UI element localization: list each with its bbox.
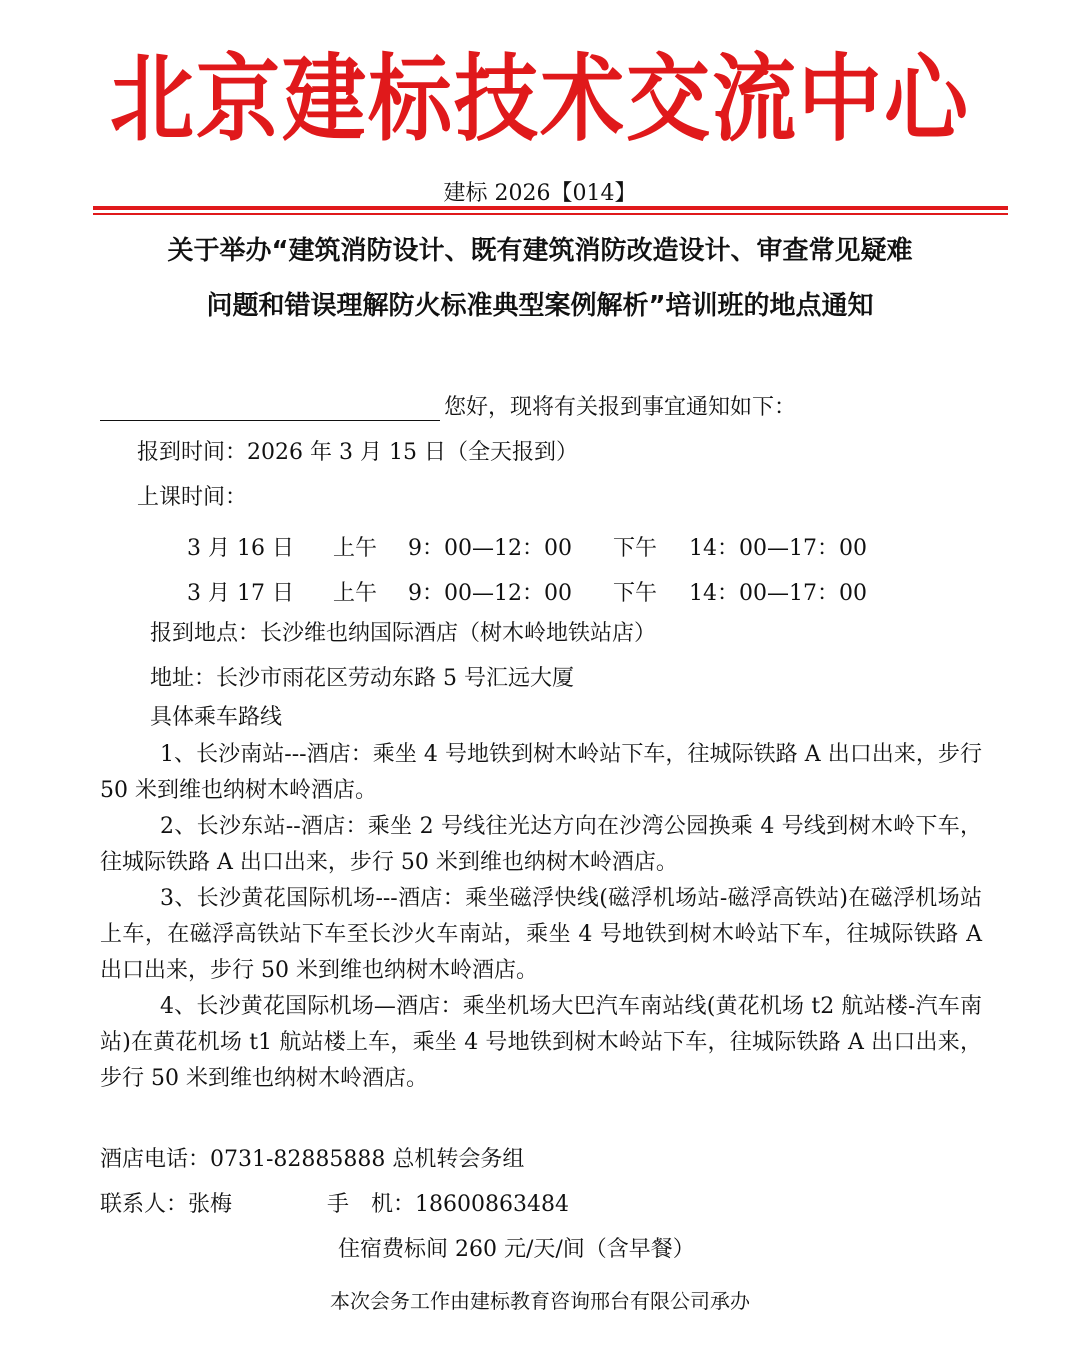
contact-mobile: 手 机：18600863484 (327, 1192, 569, 1217)
address: 地址：长沙市雨花区劳动东路 5 号汇远大厦 (150, 666, 574, 691)
organization-title: 北京建标技术交流中心 (109, 44, 970, 154)
register-place: 报到地点：长沙维也纳国际酒店（树木岭地铁站店） (150, 621, 657, 646)
schedule-am-time: 9：00—12：00 (408, 581, 572, 606)
greeting-text: 您好，现将有关报到事宜通知如下： (444, 395, 797, 420)
organizer-note: 本次会务工作由建标教育咨询邢台有限公司承办 (330, 1289, 750, 1313)
notice-title-line-2: 问题和错误理解防火标准典型案例解析”培训班的地点通知 (206, 291, 874, 321)
route-item: 1、长沙南站---酒店：乘坐 4 号地铁到树木岭站下车，往城际铁路 A 出口出来，步行 50 米到维也纳树木岭酒店。 (100, 742, 982, 803)
route-item: 2、长沙东站--酒店：乘坐 2 号线往光达方向在沙湾公园换乘 4 号线到树木岭下车，往城际铁路 A 出口出来，步行 50 米到维也纳树木岭酒店。 (100, 814, 982, 875)
document-number: 建标 2026【014】 (443, 181, 637, 206)
hotel-phone: 酒店电话：0731-82885888 总机转会务组 (100, 1147, 525, 1172)
class-time-label: 上课时间： (137, 485, 248, 510)
register-time: 报到时间：2026 年 3 月 15 日（全天报到） (137, 440, 578, 465)
route-item: 3、长沙黄花国际机场---酒店：乘坐磁浮快线(磁浮机场站-磁浮高铁站)在磁浮机场站上车，在磁浮高铁站下车至长沙火车南站，乘坐 4 号地铁到树木岭站下车，往城际铁路 A 出口出来，步行 50 米到维也纳树木岭酒店。 (100, 886, 982, 983)
recipient-blank (100, 398, 440, 421)
route-item: 4、长沙黄花国际机场—酒店：乘坐机场大巴汽车南站线(黄花机场 t2 航站楼-汽车南站)在黄花机场 t1 航站楼上车，乘坐 4 号地铁到树木岭站下车，往城际铁路 A 出口出来，步行 50 米到维也纳树木岭酒店。 (100, 994, 982, 1091)
header-divider-thick (93, 206, 1008, 210)
schedule-am-time: 9：00—12：00 (408, 536, 572, 561)
schedule-pm-label: 下午 (613, 536, 658, 561)
header-divider-thin (93, 213, 1008, 215)
schedule-am-label: 上午 (333, 536, 378, 561)
schedule-pm-label: 下午 (613, 581, 658, 606)
schedule-date: 3 月 17 日 (187, 581, 294, 606)
schedule-pm-time: 14：00—17：00 (689, 536, 867, 561)
schedule-am-label: 上午 (333, 581, 378, 606)
notice-title-line-1: 关于举办“建筑消防设计、既有建筑消防改造设计、审查常见疑难 (167, 236, 913, 266)
schedule-date: 3 月 16 日 (187, 536, 294, 561)
contact-person: 联系人：张梅 (100, 1192, 233, 1217)
greeting-line (100, 395, 796, 421)
lodging-fee: 住宿费标间 260 元/天/间（含早餐） (338, 1237, 695, 1262)
route-label: 具体乘车路线 (150, 705, 283, 730)
schedule-pm-time: 14：00—17：00 (689, 581, 867, 606)
